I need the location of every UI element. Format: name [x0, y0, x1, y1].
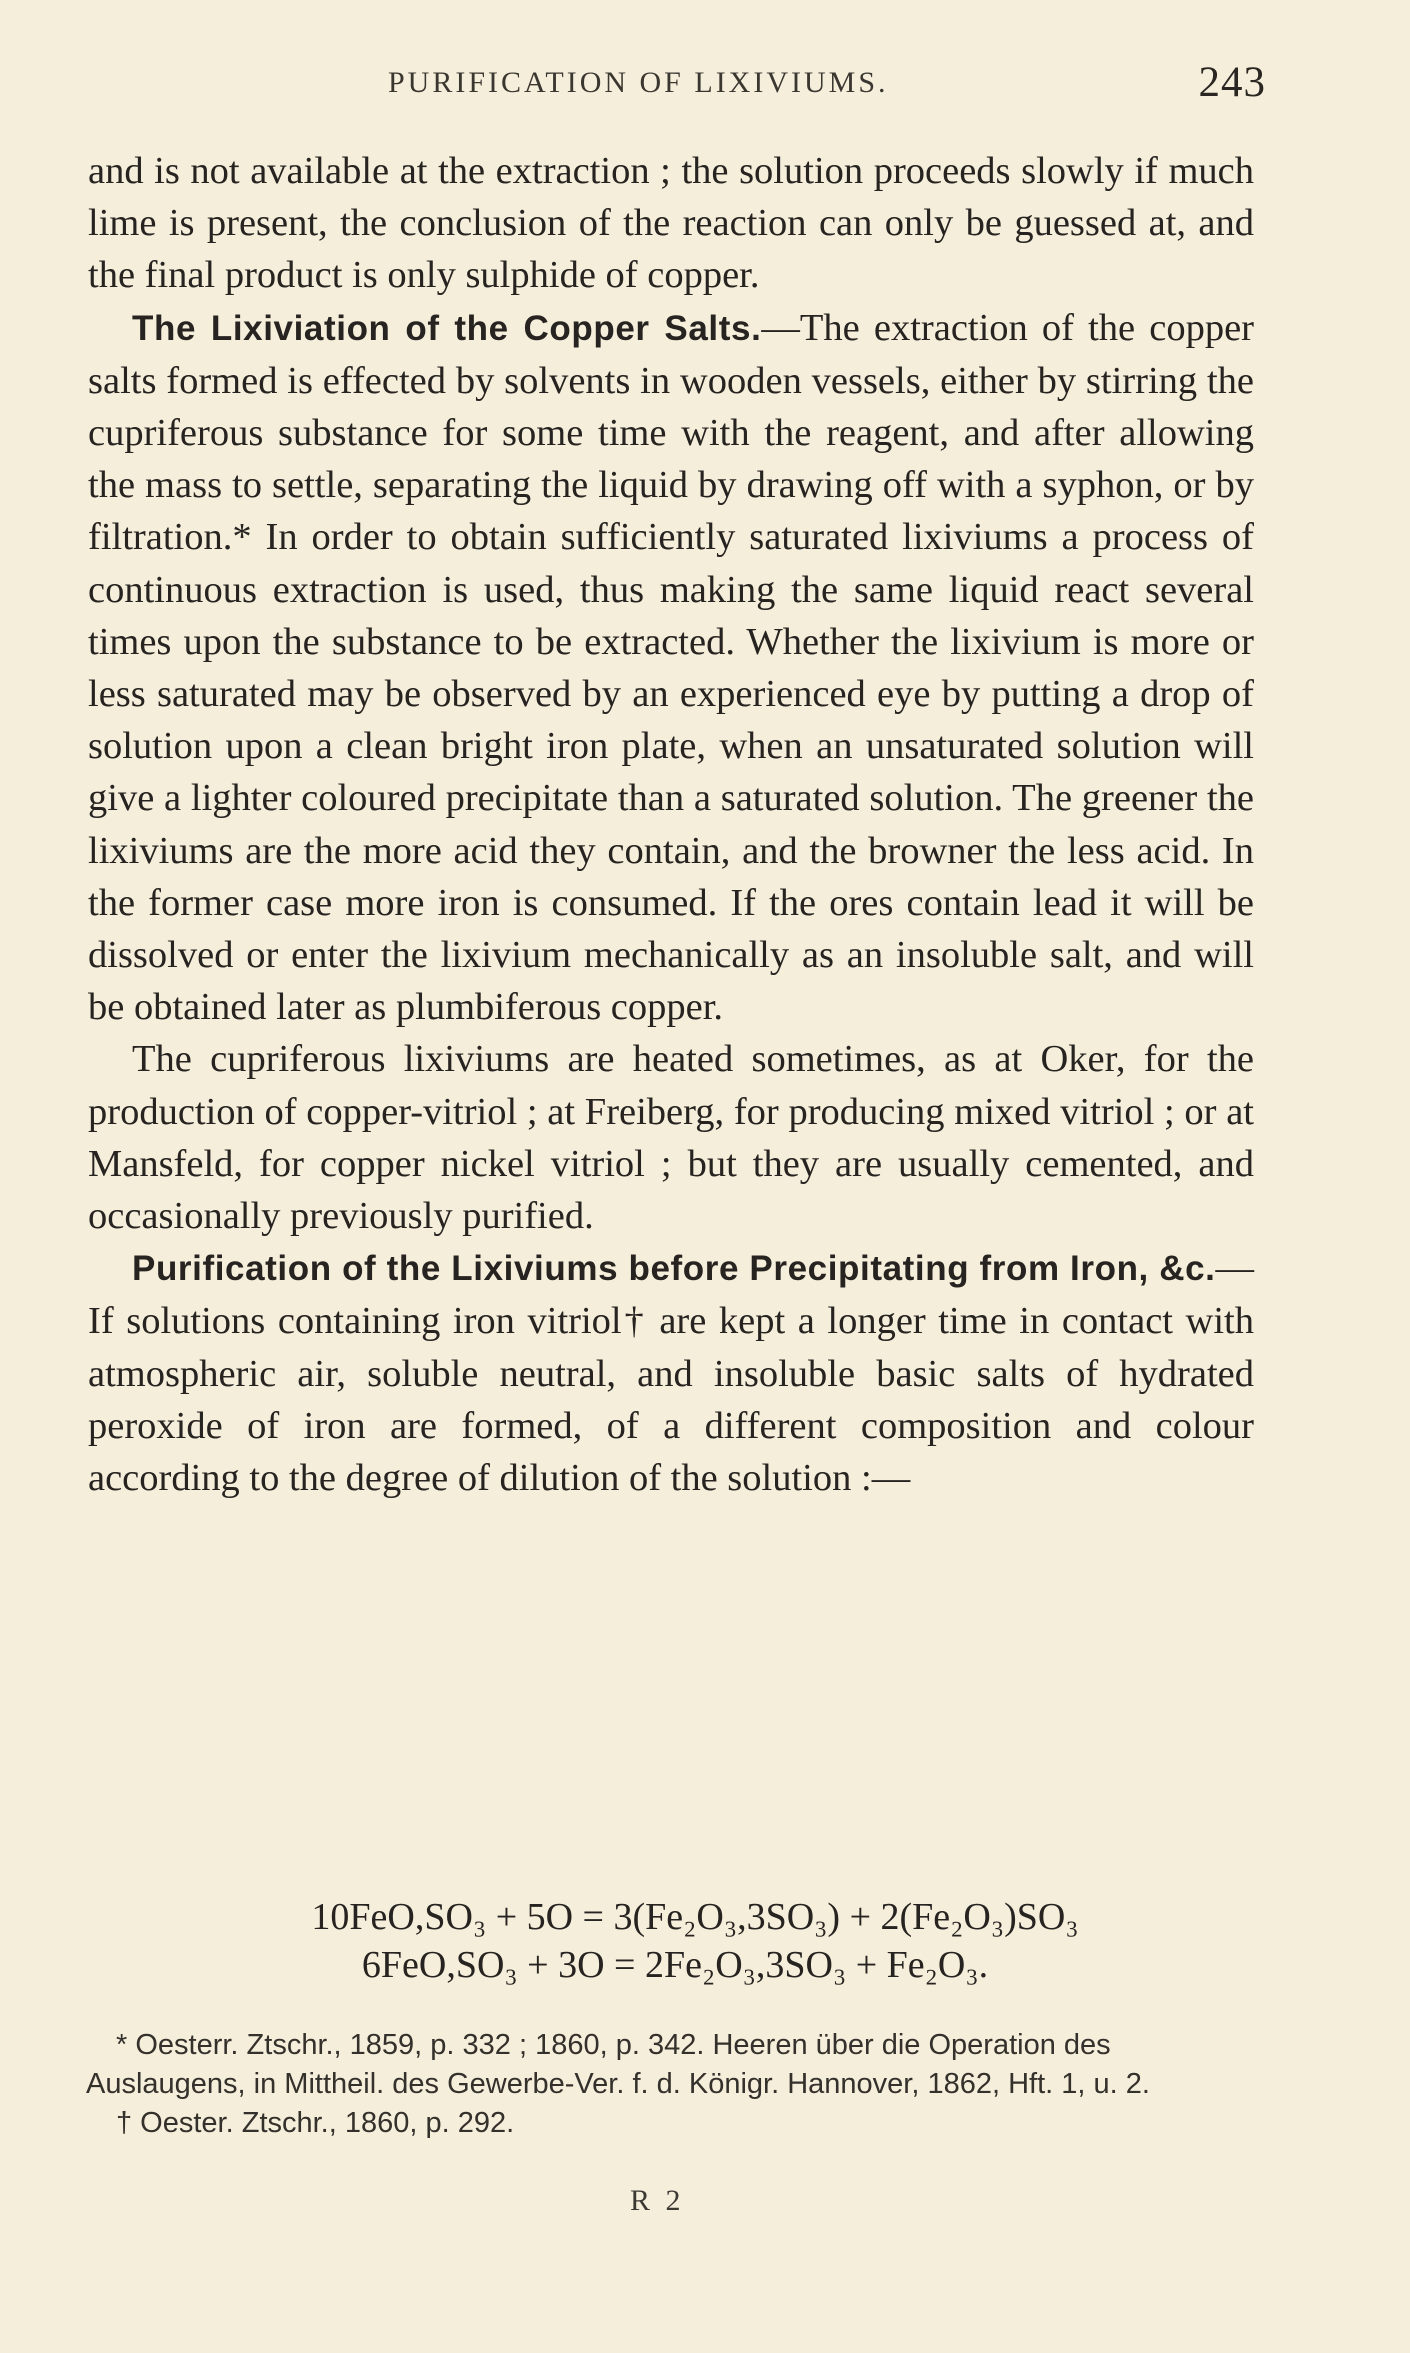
- paragraph-purification-text: —If solutions containing iron vitriol† are kept a longer time in contact with atmospheric air, soluble neutral, and insoluble basic salts of hydrated peroxide of iron are formed, of a different composition and colour according to the degree of dilution of the solution :—: [88, 1247, 1254, 1500]
- paragraph-lixiviation: [88, 302, 1254, 1034]
- paragraph-purification: [88, 1242, 1254, 1504]
- printer-signature-mark: R 2: [630, 2184, 685, 2217]
- running-head: PURIFICATION OF LIXIVIUMS.: [388, 66, 889, 99]
- paragraph-lixiviation-text: —The extraction of the copper salts formed is effected by solvents in wooden vessels, either by stirring the cupriferous substance for some time with the reagent, and after allowing the mass to settle, separating the liquid by drawing off with a syphon, or by filtration.* In order to obtain sufficiently saturated lixiviums a process of continuous extraction is used, thus making the same liquid react several times upon the substance to be extracted. Whether the lixivium is more or less saturated may be observed by an experienced eye by putting a drop of solution upon a clean bright iron plate, when an unsaturated solution will give a lighter coloured precipitate than a saturated solution. The greener the lixiviums are the more acid they contain, and the browner the less acid. In the former case more iron is consumed. If the ores contain lead it will be dissolved or enter the lixivium mechanically as an insoluble salt, and will be obtained later as plumbiferous copper.: [88, 306, 1254, 1029]
- chemical-formulas: [90, 1893, 1250, 1989]
- footnote-1: * Oesterr. Ztschr., 1859, p. 332 ; 1860, p. 342. Heeren über die Operation des Auslaugens, in Mittheil. des Gewerbe-Ver. f. d. Königr. Hannover, 1862, Hft. 1, u. 2.: [86, 2029, 1150, 2100]
- footnotes: [86, 2026, 1246, 2143]
- page-header: [90, 59, 1266, 122]
- paragraph-continuation: and is not available at the extraction ; the solution proceeds slowly if much lime is present, the conclusion of the reaction can only be guessed at, and the final product is only sulphide of copper.: [88, 150, 1254, 297]
- footnote-2: † Oester. Ztschr., 1860, p. 292.: [116, 2107, 515, 2139]
- main-text: [88, 145, 1254, 1504]
- paragraph-cupriferous-lixiviums: The cupriferous lixiviums are heated sometimes, as at Oker, for the production of copper-vitriol ; at Freiberg, for producing mixed vitriol ; or at Mansfeld, for copper nickel vitriol ; but they are usually cemented, and occasionally previously purified.: [88, 1038, 1254, 1238]
- formula-line-2: 6FeO,SO₃ + 3O = 2Fe₂O₃,3SO₃ + Fe₂O₃.: [361, 1944, 989, 1986]
- section-heading-purification: Purification of the Lixiviums before Precipitating from Iron, &c.: [132, 1249, 1216, 1289]
- page-number: 243: [1198, 59, 1266, 106]
- section-heading-lixiviation: The Lixiviation of the Copper Salts.: [132, 308, 762, 348]
- formula-line-1: 10FeO,SO₃ + 5O = 3(Fe₂O₃,3SO₃) + 2(Fe₂O₃)SO₃: [311, 1896, 1079, 1938]
